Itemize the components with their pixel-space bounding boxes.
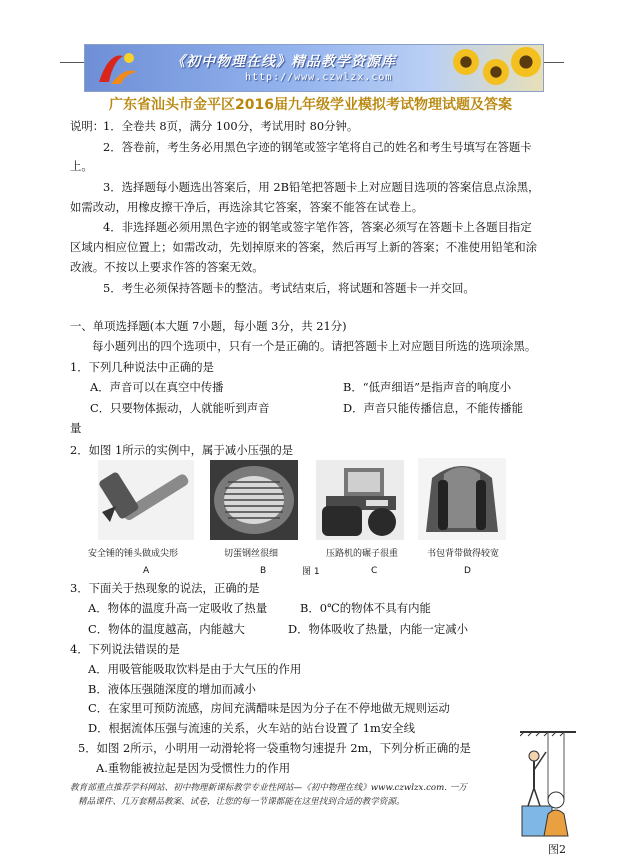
q1-option-d: D．声音只能传播信息，不能传播能 xyxy=(343,401,523,415)
q4-option-b: B．液体压强随深度的增加而减小 xyxy=(88,682,256,696)
figure-b-caption: 切蛋钢丝很细 xyxy=(224,549,279,559)
sunflower-icon xyxy=(511,47,541,77)
q4-option-c: C．在家里可预防流感，房间充满醋味是因为分子在不停地做无规则运动 xyxy=(88,701,450,715)
instruction-5: 5．考生必须保持答题卡的整洁。考试结束后，将试题和答题卡一并交回。 xyxy=(103,281,475,295)
banner-url[interactable]: http://www.czwlzx.com xyxy=(245,72,393,83)
instruction-4-cont: 区域内相应位置上；如需改动，先划掉原来的答案，然后再写上新的答案；不准使用铅笔和涂 xyxy=(70,240,538,254)
figure-b-egg-slicer xyxy=(210,460,298,540)
instruction-2: 2．答卷前，考生务必用黑色字迹的钢笔或签字笔将自己的姓名和考生号填写在答题卡 xyxy=(103,140,532,154)
figure-c-road-roller xyxy=(316,460,404,540)
figure-b-letter: B xyxy=(260,566,267,576)
instruction-3: 3．选择题每小题选出答案后，用 2B铅笔把答题卡上对应题目选项的答案信息点涂黑， xyxy=(103,180,540,194)
q3-stem: 3．下面关于热现象的说法，正确的是 xyxy=(70,581,260,595)
instruction-4: 4．非选择题必须用黑色字迹的钢笔或签字笔作答，答案必须写在答题卡上各题目指定 xyxy=(103,220,532,234)
instruction-4-cont2: 改液。不按以上要求作答的答案无效。 xyxy=(70,260,264,274)
figure-c-letter: C xyxy=(371,566,378,576)
q1-stem: 1．下列几种说法中正确的是 xyxy=(70,360,214,374)
site-logo xyxy=(95,48,141,88)
q4-stem: 4．下列说法错误的是 xyxy=(70,642,180,656)
q5-stem: 5．如图 2所示，小明用一动滑轮将一袋重物匀速提升 2m，下列分析正确的是 xyxy=(78,741,471,755)
instruction-3-cont: 如需改动，用橡皮擦干净后，再选涂其它答案，答案不能答在试卷上。 xyxy=(70,200,424,214)
q3-option-b: B．0℃的物体不具有内能 xyxy=(300,601,431,615)
figure-c-caption: 压路机的碾子很重 xyxy=(326,549,399,559)
q4-option-d: D．根据流体压强与流速的关系，火车站的站台设置了 1m安全线 xyxy=(88,721,415,735)
q1-option-a: A．声音可以在真空中传播 xyxy=(90,380,224,394)
footer-line-1: 教育部重点推荐学科网站、初中物理新课标教学专业性网站—《初中物理在线》www.czwlzx.com. 一万 xyxy=(70,783,467,793)
footer-line-2: 精品课件、几万套精品教案、试卷，让您的每一节课都能在这里找到合适的教学资源。 xyxy=(78,797,405,807)
q1-option-c: C．只要物体振动，人就能听到声音 xyxy=(90,401,270,415)
figure-d-letter: D xyxy=(464,566,471,576)
figure-1-label: 图 1 xyxy=(302,567,320,577)
figure-2-pulley xyxy=(520,730,576,842)
document-title: 广东省汕头市金平区2016届九年级学业模拟考试物理试题及答案 xyxy=(109,97,512,113)
instruction-2-cont: 上。 xyxy=(70,159,93,173)
q4-option-a: A．用吸管能吸取饮料是由于大气压的作用 xyxy=(88,662,302,676)
figure-a-letter: A xyxy=(143,566,150,576)
section-heading: 一、单项选择题(本大题 7小题，每小题 3分，共 21分) xyxy=(70,319,347,333)
banner-title: 《初中物理在线》精品教学资源库 xyxy=(171,54,396,70)
q1-option-d-cont: 量 xyxy=(70,421,82,435)
q3-option-c: C．物体的温度越高，内能越大 xyxy=(88,622,245,636)
q5-option-a: A.重物能被拉起是因为受惯性力的作用 xyxy=(96,761,291,775)
sunflower-icon xyxy=(453,49,479,75)
site-banner xyxy=(84,44,544,92)
q3-option-a: A．物体的温度升高一定吸收了热量 xyxy=(88,601,268,615)
section-intro: 每小题列出的四个选项中，只有一个是正确的。请把答题卡上对应题目所选的选项涂黑。 xyxy=(92,339,537,353)
instructions-label: 说明： xyxy=(70,119,105,133)
sunflower-icon xyxy=(483,59,509,85)
q2-stem: 2．如图 1所示的实例中，属于减小压强的是 xyxy=(70,443,294,457)
figure-a-caption: 安全锤的锤头做成尖形 xyxy=(88,549,179,559)
q3-option-d: D．物体吸收了热量，内能一定减小 xyxy=(288,622,468,636)
figure-2-label: 图2 xyxy=(548,843,566,856)
figure-d-schoolbag xyxy=(418,458,506,540)
q1-option-b: B．“低声细语”是指声音的响度小 xyxy=(343,380,512,394)
figure-a-hammer xyxy=(98,460,194,540)
figure-d-caption: 书包背带做得较宽 xyxy=(427,549,500,559)
instruction-1: 1．全卷共 8页，满分 100分，考试用时 80分钟。 xyxy=(103,119,359,133)
